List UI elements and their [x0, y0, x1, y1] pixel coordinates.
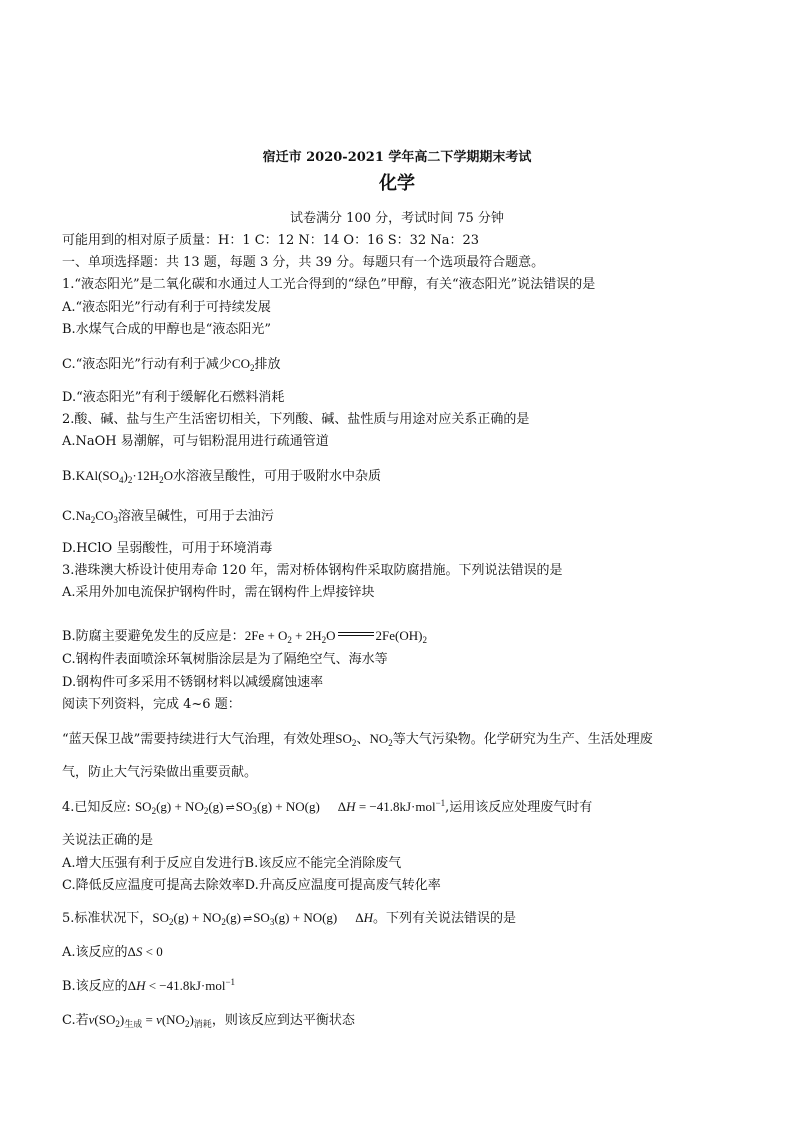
reading-p1-pre: “蓝天保卫战”需要持续进行大气治理，有效处理 [62, 732, 336, 747]
formula-alum: $KAl(SO_4)_2\cdot 12H_2O$ [75, 468, 173, 485]
q4-options-ab: A.增大压强有利于反应自发进行B.该反应不能完全消除废气 [62, 856, 402, 871]
formula-co2: $CO_2$ [231, 356, 255, 373]
expression-rate-equality: $v(SO_2)_{生成} = v(NO_2)_{消耗}$ [88, 1012, 212, 1029]
q1-c-text-pre: C.“液态阳光”行动有利于减少 [62, 357, 232, 372]
q5-option-a [62, 944, 163, 961]
q5-option-b [62, 978, 235, 995]
q2-c-text-post: 溶液呈碱性，可用于去油污 [117, 509, 274, 524]
q3-stem: 3.港珠澳大桥设计使用寿命 120 年，需对桥体钢构件采取防腐措施。下列说法错误的是 [62, 563, 563, 578]
equilibrium-arrow-icon: ⇌ [242, 913, 252, 925]
q3-option-d: D.钢构件可多采用不锈钢材料以减缓腐蚀速率 [62, 675, 324, 690]
q1-option-c [62, 356, 281, 373]
q3-option-b [62, 628, 427, 645]
reading-paragraph-2: 气，防止大气污染做出重要贡献。 [62, 765, 258, 780]
q5-a-text-pre: A.该反应的 [62, 945, 128, 960]
equals-sign-icon [338, 632, 374, 636]
q4-stem [62, 799, 592, 816]
expression-delta-h: ΔH < −41.8kJ·mol$^{-1}$ [127, 977, 236, 993]
formula-na2co3: $Na_2CO_3$ [75, 508, 118, 525]
q5-c-text-post: ，则该反应到达平衡状态 [211, 1013, 355, 1028]
q2-b-text-post: 水溶液呈酸性，可用于吸附水中杂质 [172, 469, 381, 484]
q3-option-c: C.钢构件表面喷涂环氧树脂涂层是为了隔绝空气、海水等 [62, 652, 388, 667]
exam-title: 宿迁市 2020-2021 学年高二下学期期末考试 [262, 150, 532, 165]
q1-c-text-post: 排放 [254, 357, 281, 372]
q5-b-text-pre: B.该反应的 [62, 979, 128, 994]
expression-delta-s: ΔS < 0 [127, 944, 163, 959]
subscript-generated: 生成 [124, 1019, 143, 1029]
q2-option-a: A.NaOH 易潮解，可与铝粉混用进行疏通管道 [62, 434, 329, 449]
q2-stem: 2.酸、碱、盐与生产生活密切相关，下列酸、碱、盐性质与用途对应关系正确的是 [62, 412, 530, 427]
equation-q5: $SO_2(g) + NO_2(g)$ ⇌ $SO_3(g) + NO(g)$ ΔH [152, 910, 374, 927]
q1-option-a: A.“液态阳光”行动有利于可持续发展 [62, 300, 271, 315]
equation-q4: $SO_2(g) + NO_2(g)$ ⇌ $SO_3(g) + NO(g) \Delta H = -41.8kJ\cdot mol^{-1}$ [134, 798, 446, 816]
reading-p1-mid: 、 [356, 732, 370, 747]
formula-no2: $NO_2$ [369, 731, 393, 748]
q2-option-c [62, 508, 274, 525]
q4-stem-post: ,运用该反应处理废气时有 [445, 800, 593, 815]
q1-option-d: D.“液态阳光”有利于缓解化石燃料消耗 [62, 390, 285, 405]
atomic-masses: 可能用到的相对原子质量：H：1 C：12 N：14 O：16 S：32 Na：23 [62, 233, 479, 248]
q5-stem-post: 。下列有关说法错误的是 [373, 911, 517, 926]
q1-option-b: B.水煤气合成的甲醇也是“液态阳光” [62, 322, 271, 337]
q3-b-text-pre: B.防腐主要避免发生的反应是： [62, 629, 245, 644]
q2-option-d: D.HClO 呈弱酸性，可用于环境消毒 [62, 541, 273, 556]
exam-info: 试卷满分 100 分，考试时间 75 分钟 [290, 211, 504, 226]
q5-stem-pre: 5.标准状况下， [62, 911, 153, 926]
q4-stem-pre: 4.已知反应: [62, 800, 131, 815]
subscript-consumed: 消耗 [193, 1019, 212, 1029]
reading-paragraph-1 [62, 731, 653, 748]
q4-options-cd: C.降低反应温度可提高去除效率D.升高反应温度可提高废气转化率 [62, 878, 441, 893]
section-heading: 一、单项选择题：共 13 题，每题 3 分，共 39 分。每题只有一个选项最符合题意。 [62, 255, 545, 270]
equilibrium-arrow-icon: ⇌ [225, 802, 234, 814]
q5-option-c [62, 1012, 355, 1029]
q2-b-text-pre: B. [62, 469, 76, 484]
formula-so2: $SO_2$ [335, 731, 357, 748]
subject-title: 化学 [379, 173, 415, 194]
q2-option-b [62, 468, 381, 485]
equation-rust: $2Fe + O_2 + 2H_2O$ $2Fe(OH)_2$ [244, 628, 427, 645]
reading-p1-post: 等大气污染物。化学研究为生产、生活处理废 [392, 732, 653, 747]
q1-stem: 1.“液态阳光”是二氧化碳和水通过人工光合得到的“绿色”甲醇，有关“液态阳光”说法错误的是 [62, 277, 596, 292]
q4-stem-cont: 关说法正确的是 [62, 833, 154, 848]
q2-c-text-pre: C. [62, 509, 76, 524]
reading-intro: 阅读下列资料，完成 4~6 题： [62, 697, 241, 712]
q5-c-text-pre: C.若 [62, 1013, 89, 1028]
q3-option-a: A.采用外加电流保护钢构件时，需在钢构件上焊接锌块 [62, 585, 375, 600]
q5-stem [62, 910, 516, 927]
